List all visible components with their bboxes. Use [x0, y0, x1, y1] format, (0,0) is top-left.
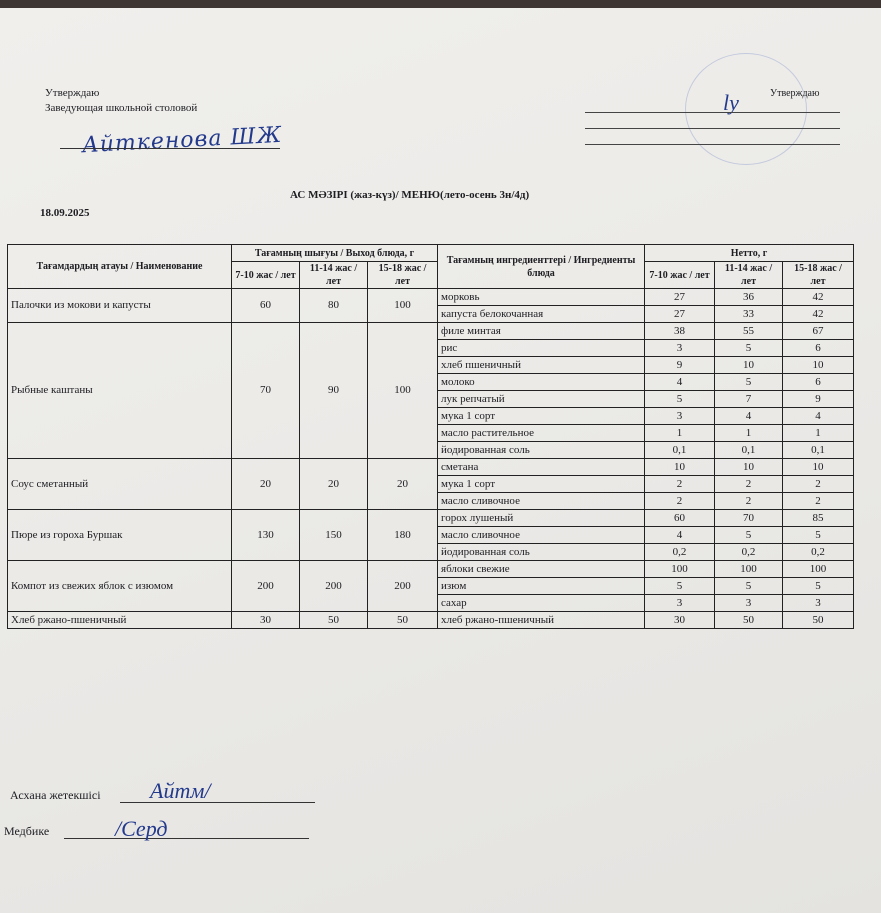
dish-name: Пюре из гороха Буршак [8, 510, 232, 561]
netto-7-10: 3 [645, 340, 715, 357]
ingredient-name: морковь [438, 289, 645, 306]
output-11-14: 150 [300, 510, 368, 561]
output-7-10: 30 [232, 612, 300, 629]
netto-15-18: 0,1 [783, 442, 854, 459]
dish-name: Хлеб ржано-пшеничный [8, 612, 232, 629]
output-15-18: 100 [368, 323, 438, 459]
netto-15-18: 9 [783, 391, 854, 408]
netto-15-18: 4 [783, 408, 854, 425]
netto-7-10: 0,1 [645, 442, 715, 459]
ingredient-name: рис [438, 340, 645, 357]
ingredient-name: изюм [438, 578, 645, 595]
netto-11-14: 1 [715, 425, 783, 442]
netto-15-18: 100 [783, 561, 854, 578]
menu-table [7, 244, 854, 629]
netto-7-10: 10 [645, 459, 715, 476]
ingredient-name: капуста белокочанная [438, 306, 645, 323]
netto-7-10: 5 [645, 391, 715, 408]
table-row [8, 459, 854, 476]
netto-7-10: 30 [645, 612, 715, 629]
netto-7-10: 1 [645, 425, 715, 442]
left-signature: Айткенова ШЖ [81, 122, 283, 159]
netto-11-14: 10 [715, 357, 783, 374]
netto-11-14: 5 [715, 374, 783, 391]
header-netto-age-15-18: 15-18 жас / лет [783, 262, 854, 289]
ingredient-name: масло сливочное [438, 493, 645, 510]
netto-7-10: 3 [645, 595, 715, 612]
output-11-14: 90 [300, 323, 368, 459]
netto-11-14: 55 [715, 323, 783, 340]
signature-line [585, 128, 840, 129]
netto-7-10: 5 [645, 578, 715, 595]
netto-11-14: 100 [715, 561, 783, 578]
header-age-15-18: 15-18 жас / лет [368, 262, 438, 289]
output-11-14: 200 [300, 561, 368, 612]
netto-11-14: 2 [715, 493, 783, 510]
netto-15-18: 3 [783, 595, 854, 612]
ingredient-name: йодированная соль [438, 442, 645, 459]
ingredient-name: хлеб ржано-пшеничный [438, 612, 645, 629]
menu-table-body [8, 289, 854, 629]
right-signature: ly [723, 90, 739, 115]
netto-11-14: 70 [715, 510, 783, 527]
netto-11-14: 3 [715, 595, 783, 612]
ingredient-name: масло сливочное [438, 527, 645, 544]
netto-7-10: 27 [645, 306, 715, 323]
dish-name: Рыбные каштаны [8, 323, 232, 459]
table-row [8, 510, 854, 527]
approver-position: Заведующая школьной столовой [45, 102, 198, 114]
output-7-10: 70 [232, 323, 300, 459]
netto-15-18: 67 [783, 323, 854, 340]
netto-11-14: 5 [715, 578, 783, 595]
ingredient-name: сахар [438, 595, 645, 612]
header-netto-age-11-14: 11-14 жас / лет [715, 262, 783, 289]
netto-11-14: 0,1 [715, 442, 783, 459]
nurse-signature: /Серд [115, 816, 168, 841]
ingredient-name: горох лушеный [438, 510, 645, 527]
menu-date: 18.09.2025 [40, 207, 90, 219]
table-row [8, 323, 854, 340]
netto-7-10: 27 [645, 289, 715, 306]
netto-15-18: 50 [783, 612, 854, 629]
output-15-18: 180 [368, 510, 438, 561]
output-11-14: 50 [300, 612, 368, 629]
cook-signature: Айтм/ [150, 778, 211, 803]
table-row [8, 612, 854, 629]
stamp-seal [685, 53, 807, 165]
ingredient-name: лук репчатый [438, 391, 645, 408]
ingredient-name: филе минтая [438, 323, 645, 340]
netto-11-14: 5 [715, 527, 783, 544]
output-11-14: 20 [300, 459, 368, 510]
cook-label: Асхана жетекшісі [10, 788, 101, 802]
header-dish-name: Тағамдардың атауы / Наименование [8, 245, 232, 289]
output-15-18: 200 [368, 561, 438, 612]
netto-7-10: 9 [645, 357, 715, 374]
ingredient-name: йодированная соль [438, 544, 645, 561]
netto-7-10: 60 [645, 510, 715, 527]
netto-11-14: 10 [715, 459, 783, 476]
header-age-11-14: 11-14 жас / лет [300, 262, 368, 289]
netto-15-18: 6 [783, 374, 854, 391]
netto-11-14: 5 [715, 340, 783, 357]
output-7-10: 200 [232, 561, 300, 612]
menu-title: АС МӘЗІРІ (жаз-күз)/ МЕНЮ(лето-осень 3н/4д) [290, 189, 530, 201]
signature-line [60, 148, 280, 149]
ingredient-name: молоко [438, 374, 645, 391]
signature-line [585, 144, 840, 145]
ingredient-name: мука 1 сорт [438, 408, 645, 425]
netto-15-18: 10 [783, 459, 854, 476]
netto-15-18: 2 [783, 476, 854, 493]
ingredient-name: мука 1 сорт [438, 476, 645, 493]
ingredient-name: яблоки свежие [438, 561, 645, 578]
netto-11-14: 2 [715, 476, 783, 493]
ingredient-name: масло растительное [438, 425, 645, 442]
netto-7-10: 4 [645, 527, 715, 544]
ingredient-name: сметана [438, 459, 645, 476]
output-11-14: 80 [300, 289, 368, 323]
netto-11-14: 4 [715, 408, 783, 425]
netto-7-10: 4 [645, 374, 715, 391]
netto-11-14: 0,2 [715, 544, 783, 561]
netto-11-14: 7 [715, 391, 783, 408]
netto-7-10: 2 [645, 493, 715, 510]
output-7-10: 20 [232, 459, 300, 510]
header-output: Тағамның шығуы / Выход блюда, г [232, 245, 438, 262]
approve-label: Утверждаю [45, 87, 100, 99]
header-ingredients: Тағамның ингредиенттері / Ингредиенты блюда [438, 245, 645, 289]
nurse-label: Медбике [4, 824, 50, 838]
approve-right-label: Утверждаю [770, 88, 820, 99]
dish-name: Соус сметанный [8, 459, 232, 510]
netto-15-18: 6 [783, 340, 854, 357]
netto-11-14: 36 [715, 289, 783, 306]
header-netto-age-7-10: 7-10 жас / лет [645, 262, 715, 289]
netto-7-10: 0,2 [645, 544, 715, 561]
netto-15-18: 2 [783, 493, 854, 510]
header-age-7-10: 7-10 жас / лет [232, 262, 300, 289]
netto-7-10: 100 [645, 561, 715, 578]
signature-line [64, 838, 309, 839]
ingredient-name: хлеб пшеничный [438, 357, 645, 374]
table-row [8, 289, 854, 306]
netto-15-18: 5 [783, 527, 854, 544]
netto-15-18: 85 [783, 510, 854, 527]
netto-15-18: 42 [783, 289, 854, 306]
netto-15-18: 1 [783, 425, 854, 442]
output-15-18: 20 [368, 459, 438, 510]
output-7-10: 60 [232, 289, 300, 323]
netto-7-10: 3 [645, 408, 715, 425]
netto-15-18: 42 [783, 306, 854, 323]
header-netto: Нетто, г [645, 245, 854, 262]
approval-left [45, 86, 197, 116]
output-7-10: 130 [232, 510, 300, 561]
netto-11-14: 33 [715, 306, 783, 323]
netto-11-14: 50 [715, 612, 783, 629]
table-row [8, 561, 854, 578]
dish-name: Палочки из мокови и капусты [8, 289, 232, 323]
menu-sheet [0, 8, 881, 913]
netto-15-18: 10 [783, 357, 854, 374]
netto-15-18: 5 [783, 578, 854, 595]
output-15-18: 100 [368, 289, 438, 323]
netto-15-18: 0,2 [783, 544, 854, 561]
output-15-18: 50 [368, 612, 438, 629]
netto-7-10: 38 [645, 323, 715, 340]
netto-7-10: 2 [645, 476, 715, 493]
dish-name: Компот из свежих яблок с изюмом [8, 561, 232, 612]
signature-line [585, 112, 840, 113]
